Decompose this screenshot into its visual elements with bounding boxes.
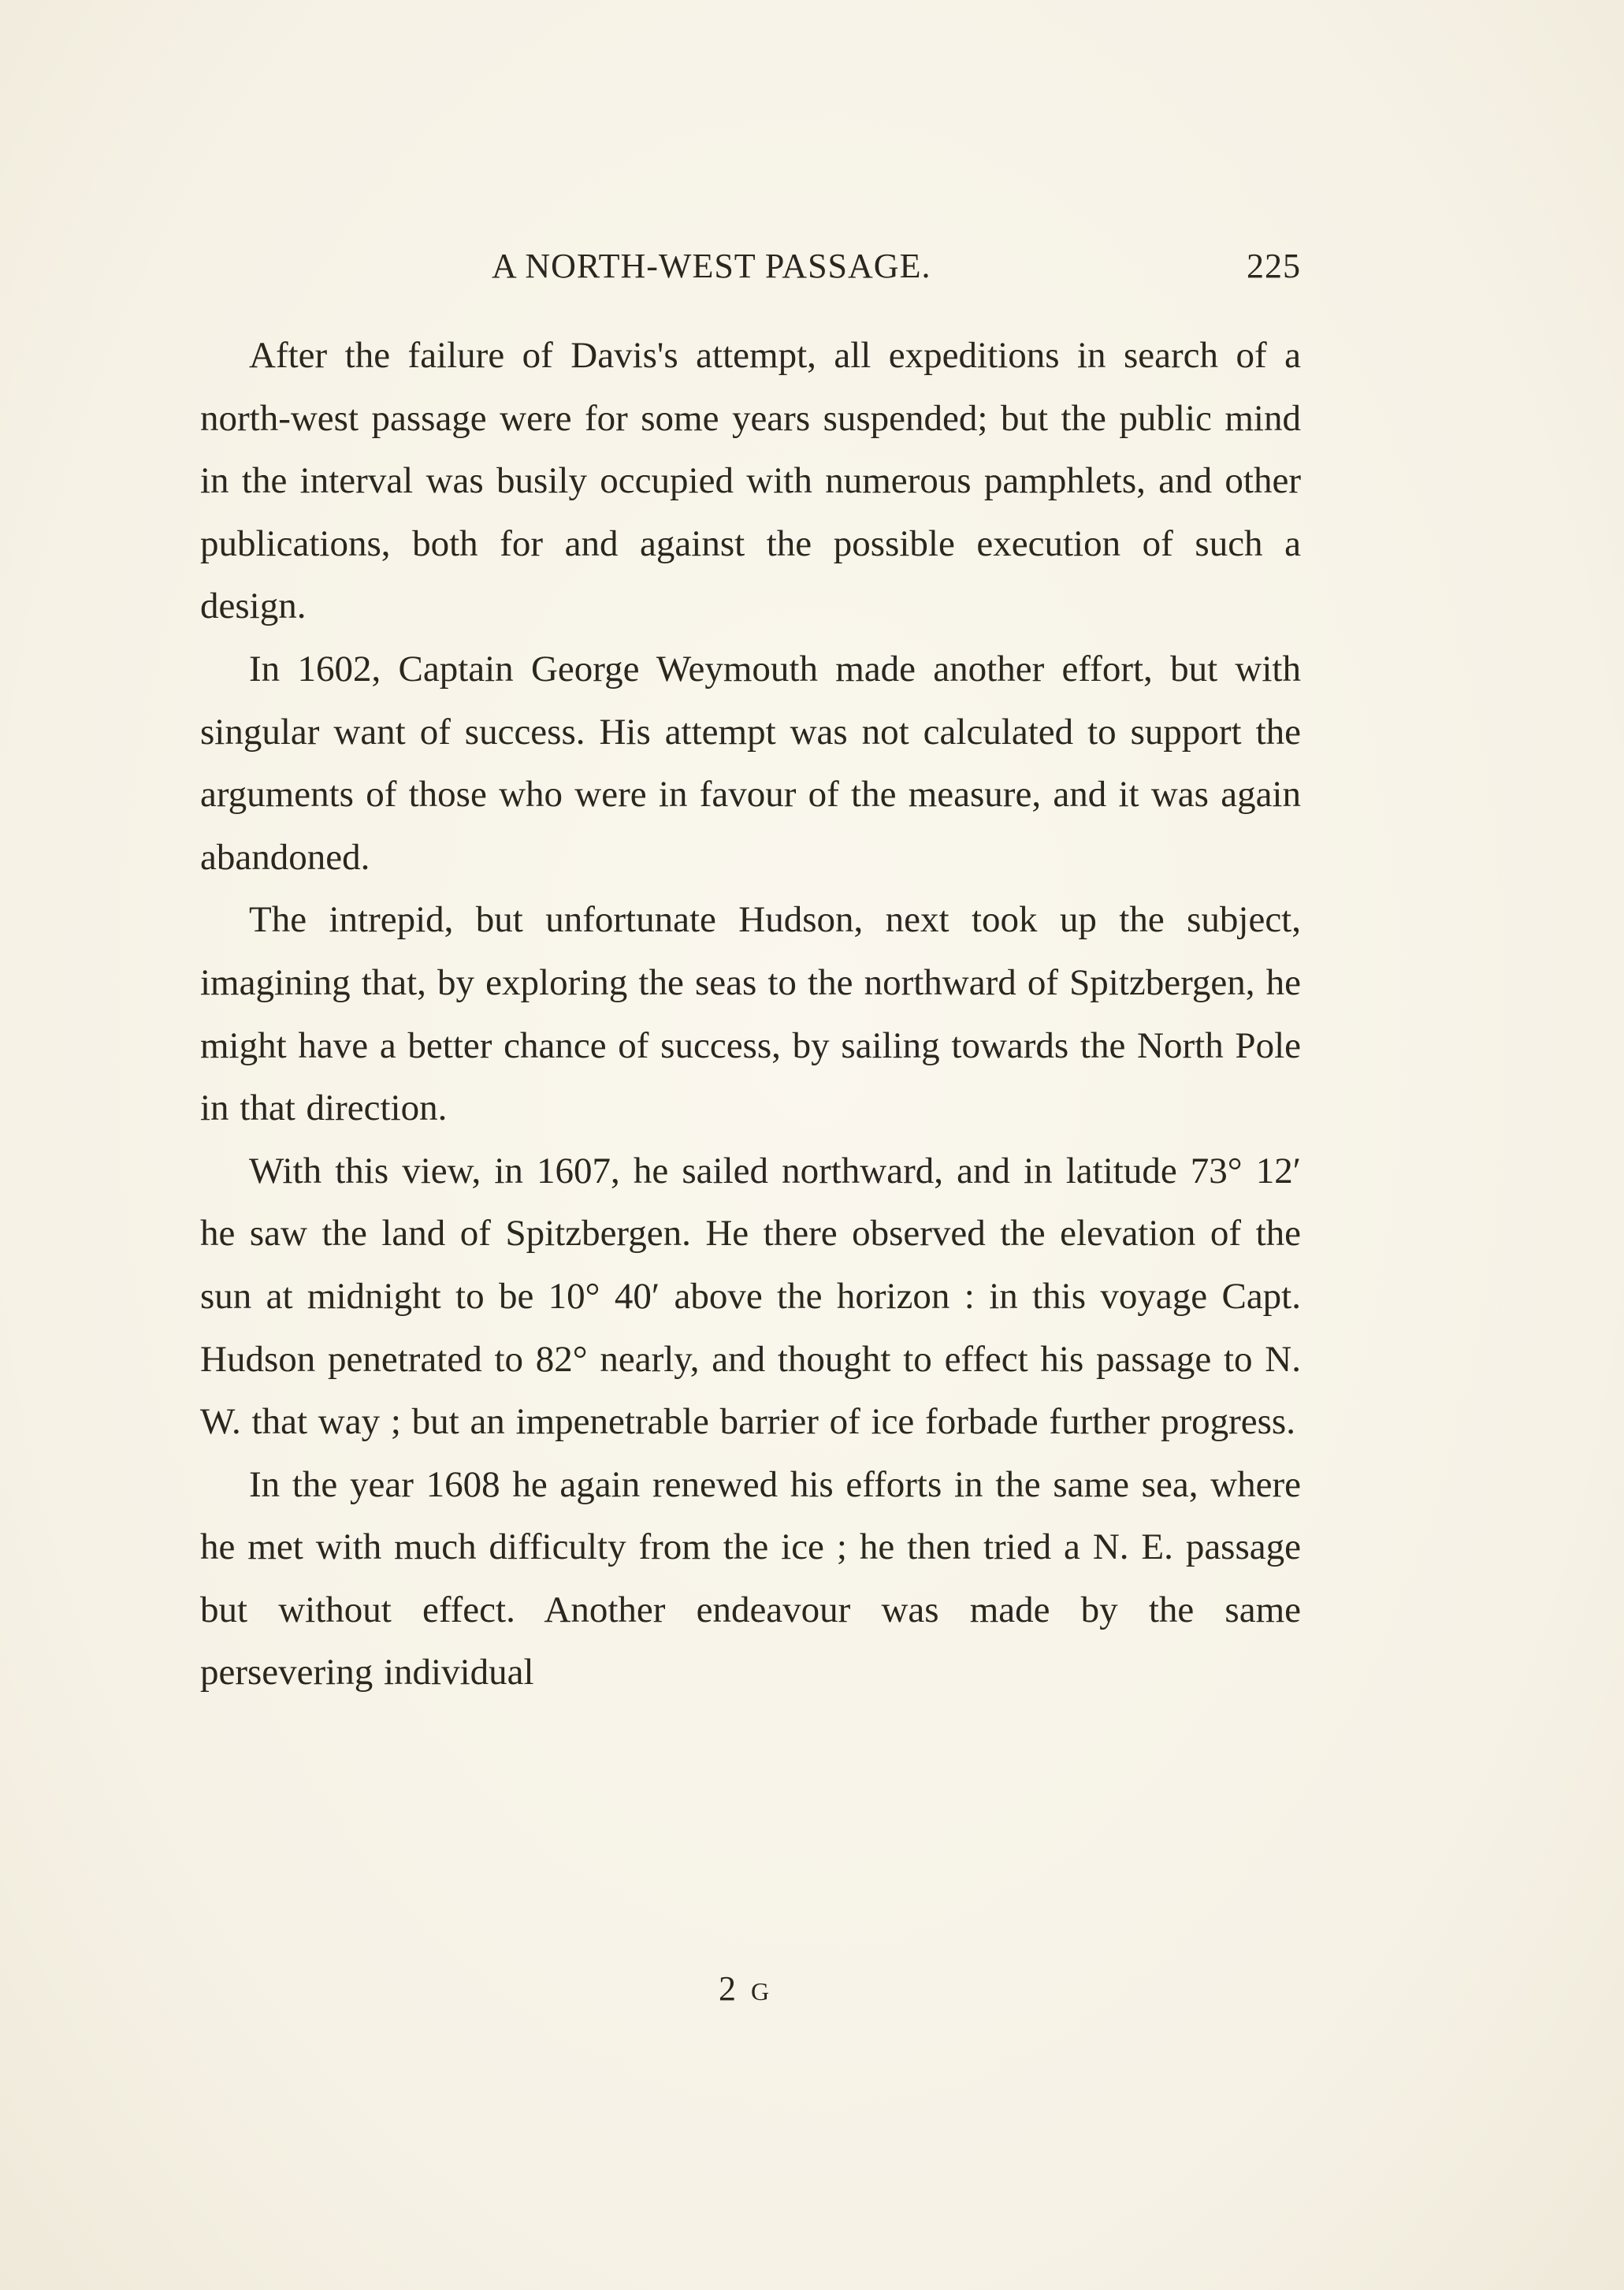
paragraph-1608-voyage: In the year 1608 he again renewed his efforts in the same sea, where he met with much difficulty from the ice ; he then tried a N. E. passage but without effect. Another endeavour was made by the same persevering individual <box>200 1463 1301 1693</box>
page-number: 225 <box>1247 247 1301 285</box>
paragraph-hudson-intro: The intrepid, but unfortunate Hudson, next took up the subject, imagining that, by exploring the seas to the northward of Spitzbergen, he might have a better chance of success, by sailing towards the North Pole in that direction. <box>200 899 1301 1129</box>
body-text <box>200 325 1301 1704</box>
paragraph-1607-voyage: With this view, in 1607, he sailed northward, and in latitude 73° 12′ he saw the land of Spitzbergen. He there observed the elevation of the sun at midnight to be 10° 40′ above the horizon : in this voyage Capt. Hudson penetrated to 82° nearly, and thought to effect his passage to N. W. that way ; but an impenetrable barrier of ice forbade further progress. <box>200 1150 1301 1443</box>
signature-number: 2 <box>719 1969 739 2008</box>
signature-letter: G <box>751 1977 770 2006</box>
running-head <box>200 246 1301 293</box>
running-title: A NORTH-WEST PASSAGE. <box>492 247 931 285</box>
signature-mark <box>719 1968 769 2009</box>
paragraph-weymouth: In 1602, Captain George Weymouth made another effort, but with singular want of success. His attempt was not calculated to support the arguments of those who were in favour of the measure, and it was again abandoned. <box>200 648 1301 878</box>
paragraph-davis: After the failure of Davis's attempt, all expeditions in search of a north-west passage were for some years suspended; but the public mind in the interval was busily occupied with numerous pamphlets, and other publications, both for and against the possible execution of such a design. <box>200 335 1301 627</box>
